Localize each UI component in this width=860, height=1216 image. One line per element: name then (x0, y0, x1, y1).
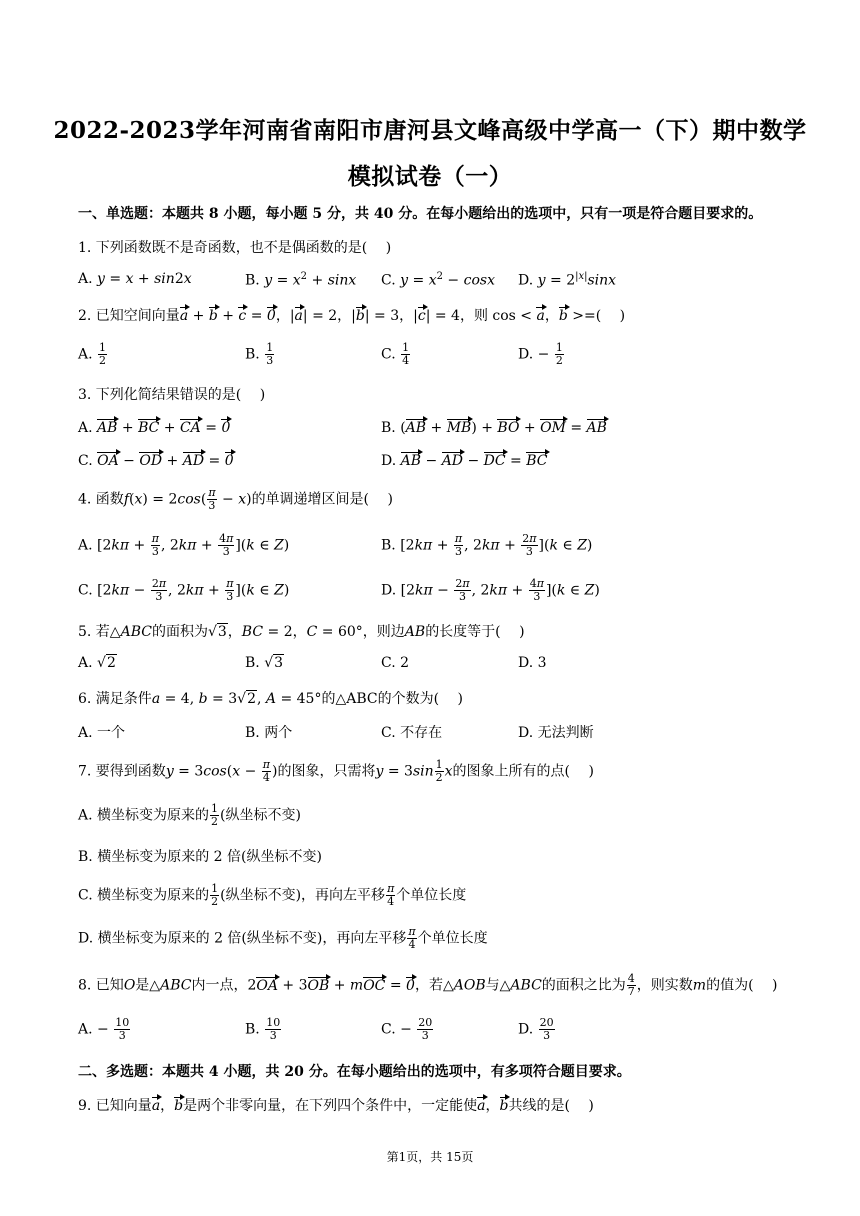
q4-stem: 4. 函数f(x) = 2cos( $\frac{\pi}{3}$ − x)的单调递增区间是( ) (78, 486, 393, 512)
q2-stem-prefix: 2. 已知空间向量 (78, 308, 180, 324)
q4-option-d: D. [2kπ − $\frac{2\pi}{3}$ , 2kπ + $\frac{4\pi}{3}$ ](k ∈ Z) (381, 577, 600, 603)
q4-stem-suffix: 的单调递增区间是( ) (251, 491, 393, 508)
q5-stem-suffix: 的长度等于( ) (425, 624, 525, 640)
q8-stem-mid4: 与△ (485, 977, 511, 994)
q9-stem-mid: 是两个非零向量，在下列四个条件中，一定能使 (183, 1098, 478, 1114)
q2-option-a: A. $\frac{1}{2}$ (78, 341, 107, 367)
q4-option-a: A. [2kπ + $\frac{\pi}{3}$ , 2kπ + $\frac{4\pi}{3}$ ](k ∈ Z) (78, 532, 290, 558)
q3-option-b: B. (AB + MB) + BO + OM = AB (381, 420, 607, 436)
section1-heading: 一、单选题：本题共 8 小题，每小题 5 分，共 40 分。在每小题给出的选项中，只有一项是符合题目要求的。 (78, 206, 763, 222)
q1-option-c: C. $y = x^2 - \cos x$ (381, 271, 495, 289)
q1-option-d: D. $y = 2^{|x|}\sin x$ (518, 271, 617, 289)
q9-stem-suffix: 共线的是( ) (508, 1098, 594, 1114)
q3-stem: 3. 下列化简结果错误的是( ) (78, 387, 266, 403)
q7-option-a-suffix: (纵坐标不变) (220, 807, 301, 824)
exam-title-line2: 模拟试卷（一） (347, 163, 513, 190)
q2-option-b: B. $\frac{1}{3}$ (245, 341, 274, 367)
q3-option-a: A. AB + BC + CA = 0 (78, 420, 231, 436)
q7-option-c: C. 横坐标变为原来的 $\frac{1}{2}$ (纵坐标不变)，再向左平移 $\frac{\pi}{4}$ 个单位长度 (78, 882, 467, 908)
q7-option-b: B. 横坐标变为原来的 2 倍(纵坐标不变) (78, 849, 322, 865)
q8-stem: 8. 已知O是△ABC内一点，2OA + 3OB + mOC = 0，若△AOB与△ABC的面积之比为 $\frac{4}{7}$ ，则实数m的值为( ) (78, 972, 778, 998)
q8-stem-mid3: ，若△ (414, 977, 454, 994)
q5-stem: 5. 若△ABC的面积为√3，BC = 2，C = 60°，则边AB的长度等于( ) (78, 624, 525, 640)
q6-option-a: A. 一个 (78, 725, 126, 741)
q8-stem-mid6: ，则实数 (636, 977, 693, 994)
q7-option-d-prefix: D. 横坐标变为原来的 2 倍(纵坐标不变)，再向左平移 (78, 930, 407, 947)
section2-heading: 二、多选题：本题共 4 小题，共 20 分。在每小题给出的选项中，有多项符合题目要求。 (78, 1064, 631, 1080)
q7-option-a: A. 横坐标变为原来的 $\frac{1}{2}$ (纵坐标不变) (78, 802, 301, 828)
q1-option-a: A. y = x + sin2x (78, 271, 192, 287)
q8-option-d: D. $\frac{20}{3}$ (518, 1016, 554, 1042)
q8-stem-mid1: 是△ (135, 977, 161, 994)
q3-option-c: C. OA − OD + AD = 0 (78, 453, 234, 469)
q7-stem: 7. 要得到函数y = 3cos(x − $\frac{\pi}{4}$ )的图象，只需将y = 3sin $\frac{1}{2}$ x的图象上所有的点( ) (78, 758, 594, 784)
q9-stem: 9. 已知向量a，b是两个非零向量，在下列四个条件中，一定能使a，b共线的是( ) (78, 1098, 594, 1114)
q4-stem-prefix: 4. 函数 (78, 491, 124, 508)
q7-stem-mid: 的图象，只需将 (277, 763, 376, 780)
q8-option-c: C. − $\frac{20}{3}$ (381, 1016, 433, 1042)
q5-stem-prefix: 5. 若△ (78, 624, 121, 640)
q7-stem-suffix: 的图象上所有的点( ) (452, 763, 594, 780)
q2-option-c: C. $\frac{1}{4}$ (381, 341, 410, 367)
q4-option-b: B. [2kπ + $\frac{\pi}{3}$ , 2kπ + $\frac{2\pi}{3}$ ](k ∈ Z) (381, 532, 593, 558)
q6-option-b: B. 两个 (245, 725, 293, 741)
q5-stem-mid2: ，则边 (362, 624, 405, 640)
q7-option-d-suffix: 个单位长度 (417, 930, 488, 947)
q6-stem-suffix: 的△ABC的个数为( ) (321, 691, 463, 707)
q7-option-c-suffix: 个单位长度 (396, 887, 467, 904)
q8-stem-prefix: 8. 已知 (78, 977, 124, 994)
q1-stem: 1. 下列函数既不是奇函数，也不是偶函数的是( ) (78, 240, 392, 256)
q8-stem-mid5: 的面积之比为 (541, 977, 626, 994)
q8-option-b: B. $\frac{10}{3}$ (245, 1016, 281, 1042)
q5-option-d: D. 3 (518, 655, 547, 671)
q7-stem-prefix: 7. 要得到函数 (78, 763, 166, 780)
q4-option-c: C. [2kπ − $\frac{2\pi}{3}$ , 2kπ + $\frac{\pi}{3}$ ](k ∈ Z) (78, 577, 290, 603)
q7-option-c-prefix: C. 横坐标变为原来的 (78, 887, 210, 904)
q8-stem-mid2: 内一点， (191, 977, 248, 994)
q3-option-d: D. AB − AD − DC = BC (381, 453, 548, 469)
q5-option-a: A. √2 (78, 655, 116, 671)
q7-option-d: D. 横坐标变为原来的 2 倍(纵坐标不变)，再向左平移 $\frac{\pi}{4}$ 个单位长度 (78, 925, 488, 951)
q6-stem-prefix: 6. 满足条件 (78, 691, 152, 707)
q8-option-a: A. − $\frac{10}{3}$ (78, 1016, 130, 1042)
q7-option-a-prefix: A. 横坐标变为原来的 (78, 807, 210, 824)
q6-stem: 6. 满足条件a = 4, b = 3√2, A = 45°的△ABC的个数为( ) (78, 691, 463, 707)
q5-option-b: B. √3 (245, 655, 284, 671)
q2-option-d: D. − $\frac{1}{2}$ (518, 341, 563, 367)
q6-option-c: C. 不存在 (381, 725, 443, 741)
q2-stem: 2. 已知空间向量a + b + c = 0，|a| = 2，|b| = 3，|c| = 4，则 cos < a，b >=( ) (78, 308, 626, 324)
q7-option-c-mid: (纵坐标不变)，再向左平移 (220, 887, 386, 904)
q6-option-d: D. 无法判断 (518, 725, 594, 741)
q1-option-b: B. $y = x^2 + \sin x$ (245, 271, 357, 289)
q8-stem-suffix: 的值为( ) (706, 977, 778, 994)
q5-stem-mid: 的面积为 (151, 624, 208, 640)
q5-option-c: C. 2 (381, 655, 410, 671)
exam-title-line1: 2022-2023学年河南省南阳市唐河县文峰高级中学高一（下）期中数学 (53, 117, 807, 144)
page-footer: 第1页，共 15页 (386, 1150, 474, 1164)
q9-stem-prefix: 9. 已知向量 (78, 1098, 152, 1114)
